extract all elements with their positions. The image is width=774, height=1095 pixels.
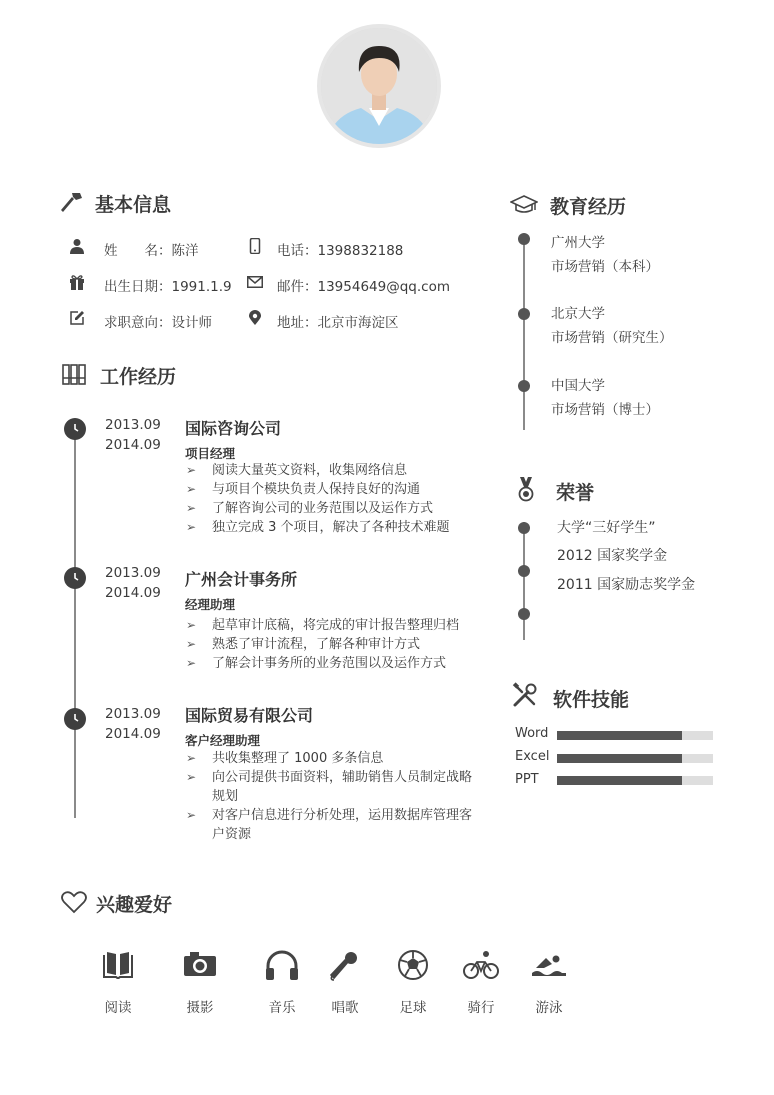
name-value: 陈洋 bbox=[171, 243, 199, 259]
intent-label: 求职意向： bbox=[104, 315, 172, 331]
job-company: 国际贸易有限公司 bbox=[185, 706, 314, 725]
skill-bar-track bbox=[557, 776, 713, 785]
job-end-date: 2014.09 bbox=[105, 437, 161, 453]
clock-icon bbox=[64, 567, 86, 589]
skill-bar-track bbox=[557, 731, 713, 740]
job-start-date: 2013.09 bbox=[105, 565, 161, 581]
avatar bbox=[317, 24, 441, 148]
binders-icon bbox=[62, 362, 88, 388]
clock-icon bbox=[64, 418, 86, 440]
job-duty: ➢ 了解会计事务所的业务范围以及运作方式 bbox=[186, 654, 476, 673]
job-duty: ➢ 向公司提供书面资料，辅助销售人员制定战略规划 bbox=[186, 768, 482, 806]
hobby-label: 足球 bbox=[399, 1000, 427, 1016]
job-duty: ➢ 阅读大量英文资料，收集网络信息 bbox=[186, 461, 476, 480]
timeline-dot bbox=[518, 565, 530, 577]
camera-icon bbox=[181, 946, 219, 984]
intent-value: 设计师 bbox=[171, 315, 212, 331]
timeline-dot bbox=[518, 380, 530, 392]
timeline-dot bbox=[518, 608, 530, 620]
bicycle-icon bbox=[462, 946, 500, 984]
job-company: 广州会计事务所 bbox=[185, 570, 298, 589]
job-duty: ➢ 熟悉了审计流程，了解各种审计方式 bbox=[186, 635, 476, 654]
hobby-label: 阅读 bbox=[104, 1000, 132, 1016]
soccer-ball-icon bbox=[394, 946, 432, 984]
edit-icon bbox=[69, 310, 85, 326]
email-row bbox=[277, 275, 450, 295]
hobby-label: 摄影 bbox=[186, 1000, 214, 1016]
skill-label: Word bbox=[515, 726, 549, 741]
hobby-cycling bbox=[451, 946, 511, 1016]
education-item bbox=[551, 231, 659, 279]
address-value: 北京市海淀区 bbox=[317, 315, 399, 331]
hobby-music bbox=[252, 946, 312, 1016]
birth-row bbox=[104, 275, 232, 295]
phone-row bbox=[277, 239, 403, 259]
job-duty: ➢ 起草审计底稿，将完成的审计报告整理归档 bbox=[186, 616, 476, 635]
microphone-icon bbox=[326, 946, 364, 984]
education-major: 市场营销（本科） bbox=[551, 259, 659, 275]
skill-label: Excel bbox=[515, 749, 550, 764]
address-row bbox=[277, 311, 399, 331]
hobby-swimming bbox=[519, 946, 579, 1016]
heart-icon bbox=[61, 889, 87, 915]
education-item bbox=[551, 302, 673, 350]
education-school: 北京大学 bbox=[551, 306, 605, 322]
job-end-date: 2014.09 bbox=[105, 585, 161, 601]
skill-bar-fill bbox=[557, 776, 682, 785]
tools-icon bbox=[512, 682, 538, 708]
job-duties bbox=[186, 461, 476, 537]
birth-label: 出生日期： bbox=[104, 279, 172, 295]
swimmer-icon bbox=[530, 946, 568, 984]
hobby-label: 唱歌 bbox=[331, 1000, 359, 1016]
education-school: 广州大学 bbox=[551, 235, 605, 251]
skill-label: PPT bbox=[515, 772, 539, 787]
hobby-label: 音乐 bbox=[268, 1000, 296, 1016]
job-duty: ➢ 与项目个模块负责人保持良好的沟通 bbox=[186, 480, 476, 499]
headphones-icon bbox=[263, 946, 301, 984]
hobby-label: 游泳 bbox=[535, 1000, 563, 1016]
honors-timeline-line bbox=[523, 522, 525, 640]
job-start-date: 2013.09 bbox=[105, 706, 161, 722]
hobby-singing bbox=[315, 946, 375, 1016]
email-label: 邮件： bbox=[277, 279, 318, 295]
timeline-dot bbox=[518, 308, 530, 320]
mail-icon bbox=[247, 274, 263, 290]
name-row bbox=[104, 239, 199, 259]
gift-icon bbox=[69, 274, 85, 290]
education-item bbox=[551, 374, 659, 422]
hobby-football bbox=[383, 946, 443, 1016]
skill-bar-fill bbox=[557, 731, 682, 740]
job-role: 客户经理助理 bbox=[185, 733, 261, 748]
timeline-dot bbox=[518, 233, 530, 245]
phone-icon bbox=[247, 238, 263, 254]
birth-value: 1991.1.9 bbox=[171, 279, 232, 295]
work-timeline-line bbox=[74, 420, 76, 818]
name-label: 姓 名： bbox=[104, 243, 172, 259]
education-title: 教育经历 bbox=[550, 196, 627, 218]
education-major: 市场营销（研究生） bbox=[551, 330, 673, 346]
basic-info-title: 基本信息 bbox=[95, 194, 172, 216]
honor-item: 2011 国家励志奖学金 bbox=[557, 577, 696, 593]
honor-item: 大学“三好学生” bbox=[557, 520, 656, 536]
hobby-photography bbox=[170, 946, 230, 1016]
phone-label: 电话： bbox=[277, 243, 318, 259]
book-icon bbox=[99, 946, 137, 984]
timeline-dot bbox=[518, 522, 530, 534]
email-value: 13954649@qq.com bbox=[317, 279, 450, 295]
hobby-reading bbox=[88, 946, 148, 1016]
job-date bbox=[105, 563, 161, 603]
job-duty: ➢ 对客户信息进行分析处理，运用数据库管理客户资源 bbox=[186, 806, 482, 844]
education-timeline-line bbox=[523, 238, 525, 430]
job-date bbox=[105, 704, 161, 744]
job-duties bbox=[186, 749, 482, 844]
job-role: 项目经理 bbox=[185, 446, 236, 461]
honors-title: 荣誉 bbox=[556, 482, 595, 504]
job-role: 经理助理 bbox=[185, 597, 236, 612]
intent-row bbox=[104, 311, 212, 331]
user-icon bbox=[69, 238, 85, 254]
medal-icon bbox=[513, 476, 539, 502]
work-title: 工作经历 bbox=[100, 366, 177, 388]
graduation-cap-icon bbox=[510, 191, 538, 217]
honor-item: 2012 国家奖学金 bbox=[557, 548, 668, 564]
education-school: 中国大学 bbox=[551, 378, 605, 394]
job-duties bbox=[186, 616, 476, 673]
job-duty: ➢ 共收集整理了 1000 多条信息 bbox=[186, 749, 482, 768]
hobbies-title: 兴趣爱好 bbox=[96, 894, 173, 916]
job-end-date: 2014.09 bbox=[105, 726, 161, 742]
job-date bbox=[105, 415, 161, 455]
skills-title: 软件技能 bbox=[553, 689, 630, 711]
job-duty: ➢ 了解咨询公司的业务范围以及运作方式 bbox=[186, 499, 476, 518]
hobby-label: 骑行 bbox=[467, 1000, 495, 1016]
skill-bar-fill bbox=[557, 754, 682, 763]
job-company: 国际咨询公司 bbox=[185, 419, 282, 438]
phone-value: 1398832188 bbox=[317, 243, 404, 259]
location-pin-icon bbox=[247, 310, 263, 326]
clock-icon bbox=[64, 708, 86, 730]
job-start-date: 2013.09 bbox=[105, 417, 161, 433]
skill-bar-track bbox=[557, 754, 713, 763]
address-label: 地址： bbox=[277, 315, 318, 331]
job-duty: ➢ 独立完成 3 个项目，解决了各种技术难题 bbox=[186, 518, 476, 537]
hammer-icon bbox=[58, 190, 84, 216]
education-major: 市场营销（博士） bbox=[551, 402, 659, 418]
